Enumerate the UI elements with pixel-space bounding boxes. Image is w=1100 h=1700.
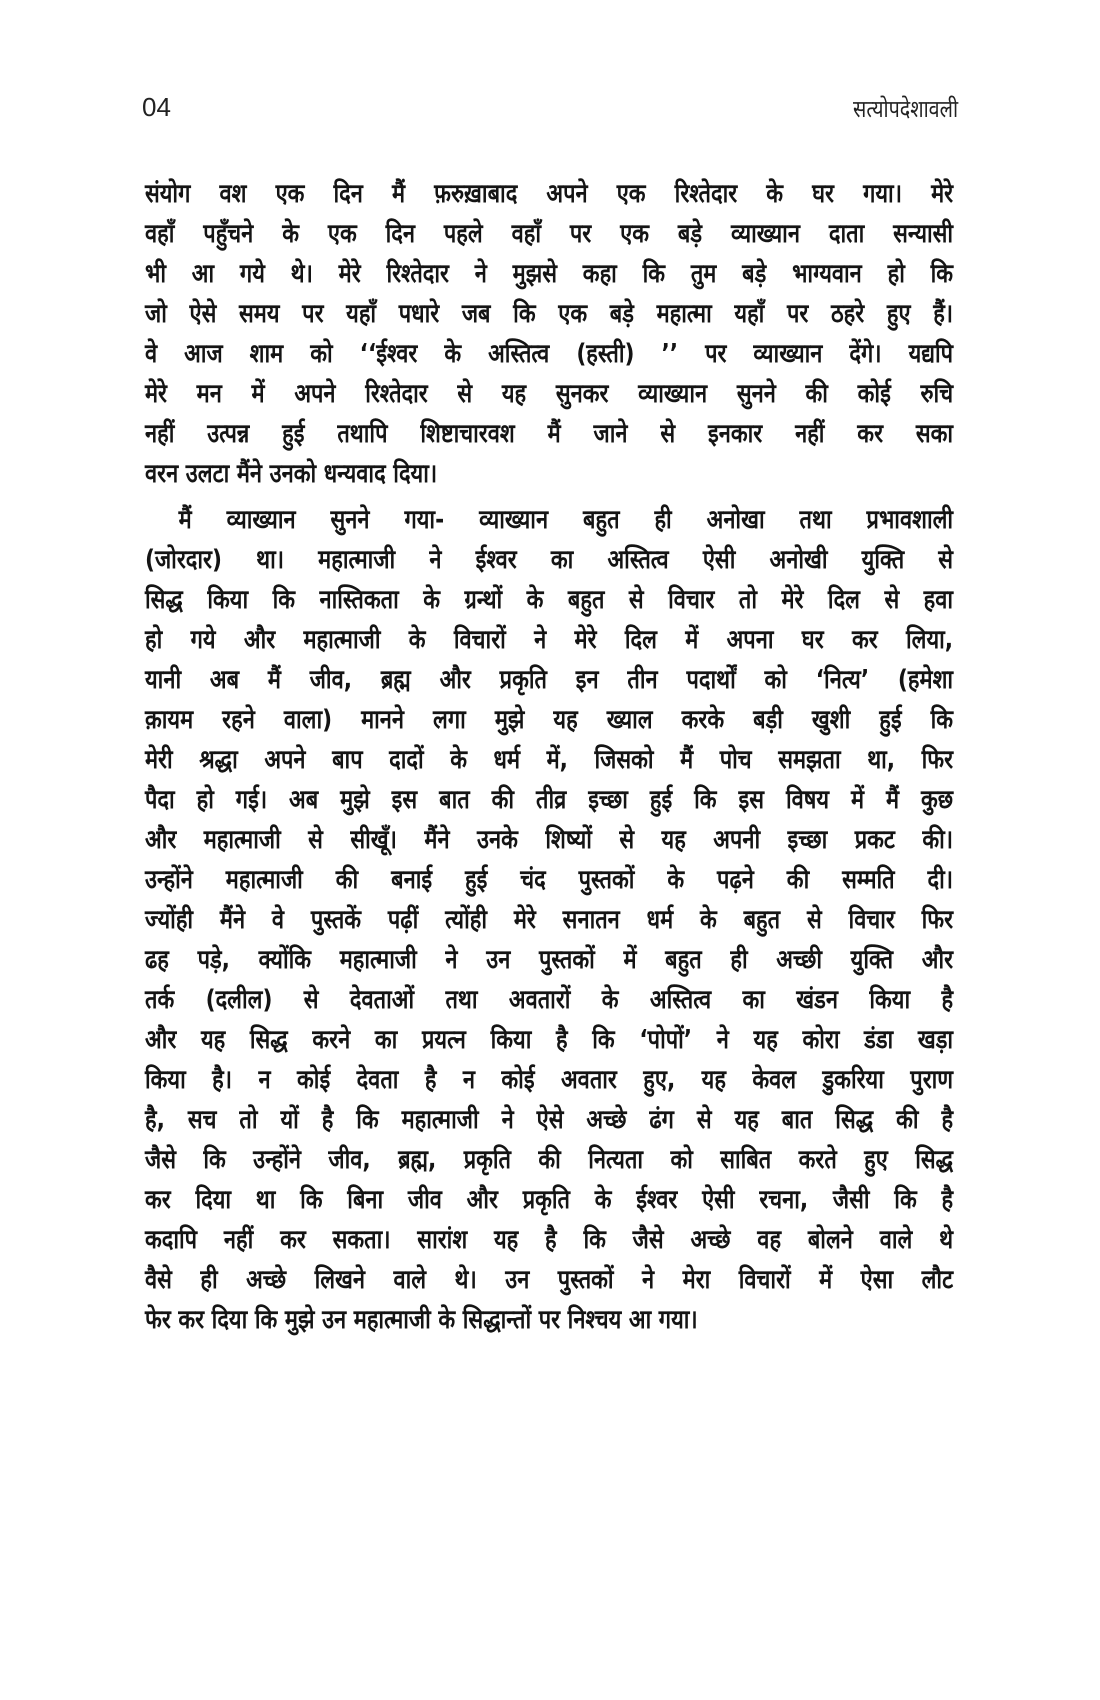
running-title: सत्योपदेशावली — [852, 95, 958, 123]
text-line: मैं व्याख्यान सुनने गया- व्याख्यान बहुत ही अनोखा तथा प्रभावशाली — [178, 505, 954, 535]
text-line: हो गये और महात्माजी के विचारों ने मेरे दिल में अपना घर कर लिया, — [145, 625, 954, 655]
text-line: वे आज शाम को ‘‘ईश्वर के अस्तित्व (हस्ती) ’’ पर व्याख्यान देंगे। यद्यपि — [145, 339, 954, 369]
text-line: यानी अब मैं जीव, ब्रह्म और प्रकृति इन तीन पदार्थों को ‘नित्य’ (हमेशा — [145, 665, 954, 695]
text-line: उन्होंने महात्माजी की बनाई हुई चंद पुस्तकों के पढ़ने की सम्मति दी। — [145, 865, 954, 895]
text-line: ढह पड़े, क्योंकि महात्माजी ने उन पुस्तकों में बहुत ही अच्छी युक्ति और — [145, 945, 954, 975]
text-line: और यह सिद्ध करने का प्रयत्न किया है कि ‘पोपों’ ने यह कोरा डंडा खड़ा — [145, 1025, 954, 1055]
text-line: वैसे ही अच्छे लिखने वाले थे। उन पुस्तकों ने मेरा विचारों में ऐसा लौट — [145, 1265, 954, 1295]
text-line: सिद्ध किया कि नास्तिकता के ग्रन्थों के बहुत से विचार तो मेरे दिल से हवा — [145, 585, 954, 615]
text-line: मेरी श्रद्धा अपने बाप दादों के धर्म में, जिसको मैं पोच समझता था, फिर — [145, 745, 954, 775]
body-text — [145, 174, 953, 1340]
text-line: किया है। न कोई देवता है न कोई अवतार हुए, यह केवल डुकरिया पुराण — [145, 1065, 954, 1095]
text-line: ज्योंही मैंने वे पुस्तकें पढ़ीं त्योंही मेरे सनातन धर्म के बहुत से विचार फिर — [145, 905, 954, 935]
text-line: मेरे मन में अपने रिश्तेदार से यह सुनकर व्याख्यान सुनने की कोई रुचि — [145, 379, 954, 409]
text-line: भी आ गये थे। मेरे रिश्तेदार ने मुझसे कहा कि तुम बड़े भाग्यवान हो कि — [145, 259, 954, 289]
paragraph-1 — [145, 174, 953, 494]
text-line: फेर कर दिया कि मुझे उन महात्माजी के सिद्धान्तों पर निश्चय आ गया। — [145, 1305, 698, 1335]
page-number: 04 — [142, 92, 171, 122]
text-line: नहीं उत्पन्न हुई तथापि शिष्टाचारवश मैं जाने से इनकार नहीं कर सका — [145, 419, 954, 449]
text-line: क़ायम रहने वाला) मानने लगा मुझे यह ख्याल करके बड़ी खुशी हुई कि — [145, 705, 954, 735]
text-line: है, सच तो यों है कि महात्माजी ने ऐसे अच्छे ढंग से यह बात सिद्ध की है — [145, 1105, 954, 1135]
text-line: जो ऐसे समय पर यहाँ पधारे जब कि एक बड़े महात्मा यहाँ पर ठहरे हुए हैं। — [145, 299, 954, 329]
text-line: वहाँ पहुँचने के एक दिन पहले वहाँ पर एक बड़े व्याख्यान दाता सन्यासी — [145, 219, 954, 249]
text-line: पैदा हो गई। अब मुझे इस बात की तीव्र इच्छा हुई कि इस विषय में मैं कुछ — [145, 785, 954, 815]
page-header — [142, 92, 958, 132]
text-line: संयोग वश एक दिन मैं फ़रुख़ाबाद अपने एक रिश्तेदार के घर गया। मेरे — [145, 179, 954, 209]
text-line: वरन उलटा मैंने उनको धन्यवाद दिया। — [145, 459, 438, 489]
text-line: कदापि नहीं कर सकता। सारांश यह है कि जैसे अच्छे वह बोलने वाले थे — [145, 1225, 954, 1255]
text-line: तर्क (दलील) से देवताओं तथा अवतारों के अस्तित्व का खंडन किया है — [145, 985, 954, 1015]
paragraph-2 — [145, 500, 953, 1340]
text-line: (जोरदार) था। महात्माजी ने ईश्वर का अस्तित्व ऐसी अनोखी युक्ति से — [145, 545, 954, 575]
text-line: जैसे कि उन्होंने जीव, ब्रह्म, प्रकृति की नित्यता को साबित करते हुए सिद्ध — [145, 1145, 954, 1175]
text-line: और महात्माजी से सीखूँ। मैंने उनके शिष्यों से यह अपनी इच्छा प्रकट की। — [145, 825, 954, 855]
text-line: कर दिया था कि बिना जीव और प्रकृति के ईश्वर ऐसी रचना, जैसी कि है — [145, 1185, 954, 1215]
